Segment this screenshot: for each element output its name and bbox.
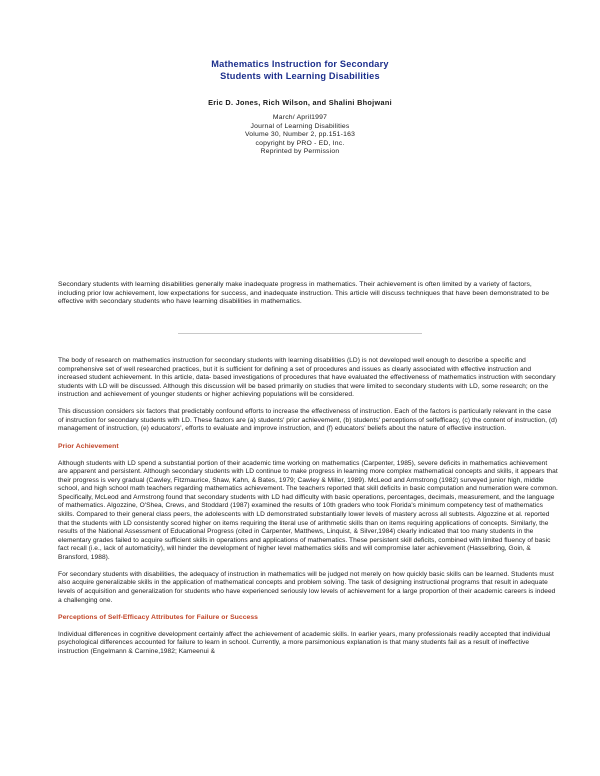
abstract: Secondary students with learning disabilities generally make inadequate progress in mathematics. Their achievement is often limited by a variety of factors, including prior low achievement, low expectations for success, and inadequate instruction. This article will discuss techniques that have been demonstrated to be effective with secondary students who have learning disabilities in mathematics. bbox=[58, 281, 550, 306]
citation-copyright: copyright by PRO - ED, Inc. bbox=[255, 139, 345, 147]
title-line-2: Students with Learning Disabilities bbox=[220, 71, 380, 81]
intro-paragraph-1: The body of research on mathematics instruction for secondary students with learning disabilities (LD) is not developed well enough to describe a specific and comprehensive set of well researched practices, but it is sufficient for defining a set of procedures and issues as clearly associated with effective instruction and increased student achievement. In this article, data- based investigations of procedures that have evaluated the effectiveness of mathematics instruction with secondary students with LD will be discussed. Although this discussion will be based primarily on studies that were limited to secondary students with LD, some research; on the instruction and achievement of younger students or higher achieving populations will be considered. bbox=[58, 357, 556, 399]
citation-permission: Reprinted by Permission bbox=[260, 148, 340, 156]
article-title bbox=[0, 58, 600, 82]
citation-journal: Journal of Learning Disabilities bbox=[250, 122, 350, 130]
article-body bbox=[58, 357, 558, 665]
prior-achievement-paragraph-2: For secondary students with disabilities, the adequacy of instruction in mathematics will be judged not merely on how quickly basic skills can be learned. Students must also acquire generalizable skills in the application of mathematical concepts and problem solving. The task of designing instructional programs that result in adequate levels of acquisition and generalization for students who have experienced seriously low levels of achievement for a large proportion of their academic careers is indeed a challenging one. bbox=[58, 570, 556, 604]
citation-date: March/ April1997 bbox=[272, 114, 328, 121]
section-divider bbox=[178, 333, 422, 334]
authors: Eric D. Jones, Rich Wilson, and Shalini Bhojwani bbox=[208, 98, 392, 107]
title-line-1: Mathematics Instruction for Secondary bbox=[211, 59, 389, 69]
self-efficacy-paragraph-1: Individual differences in cognitive development certainly affect the achievement of academic skills. In earlier years, many professionals readily accepted that individual psychological differences accounted for failure to learn in school. Currently, a more parsimonious explanation is that many students fail as a result of ineffective instruction (Engelmann & Carnine,1982; Kameenui & bbox=[58, 630, 551, 655]
heading-prior-achievement: Prior Achievement bbox=[58, 442, 119, 450]
heading-self-efficacy: Perceptions of Self-Efficacy Attributes for Failure or Success bbox=[58, 613, 259, 621]
citation-block bbox=[0, 114, 600, 157]
prior-achievement-paragraph-1: Although students with LD spend a substantial portion of their academic time working on mathematics (Carpenter, 1985), severe deficits in mathematics achievement are apparent and persistent. Although secondary students with LD continue to make progress in learning more complex mathematical concepts and skills, it appears that their progress is very gradual (Cawley, Fitzmaurice, Shaw, Kahn, & Bates, 1979; Cawley & Miller, 1989). McLeod and Armstrong (1982) surveyed junior high, middle school, and high school math teachers regarding mathematics achievement. The teachers reported that skill deficits in basic computation and numeration were common. Specifically, McLeod and Armstrong found that secondary students with LD had difficulty with basic operations, percentages, decimals, measurement, and the language of mathematics. Algozzine, O'Shea, Crews, and Stoddard (1987) examined the results of 10th graders who took Florida's minimum competency test of mathematics skills. Compared to their general class peers, the adolescents with LD demonstrated substantially lower levels of mastery across all subtests. Algozzine et al. reported that the students with LD consistently scored higher on items requiring the literal use of arithmetic skills than on items requiring applications of concepts. Similarly, the results of the National Assessment of Educational Progress (cited in Carpenter, Matthews, Linquist, & Silver,1984) clearly indicated that too many students in the elementary grades failed to acquire sufficient skills in operations and applications of mathematics. These persistent skill deficits, combined with limited fluency of basic fact recall (i.e., lack of automaticity), will hinder the development of higher level mathematics skills and will compromise later achievement (Hasselbring, Goin, & Bransford, 1988). bbox=[58, 459, 558, 561]
intro-paragraph-2: This discussion considers six factors that predictably confound efforts to increase the effectiveness of instruction. Each of the factors is particularly relevant in the case of instruction for secondary students with LD. These factors are (a) students' prior achievement, (b) students' perceptions of selfefficacy, (c) the content of instruction, (d) management of instruction, (e) educators', efforts to evaluate and improve instruction, and (f) educators' beliefs about the nature of effective instruction. bbox=[58, 408, 558, 433]
citation-volume: Volume 30, Number 2, pp.151-163 bbox=[244, 131, 356, 139]
